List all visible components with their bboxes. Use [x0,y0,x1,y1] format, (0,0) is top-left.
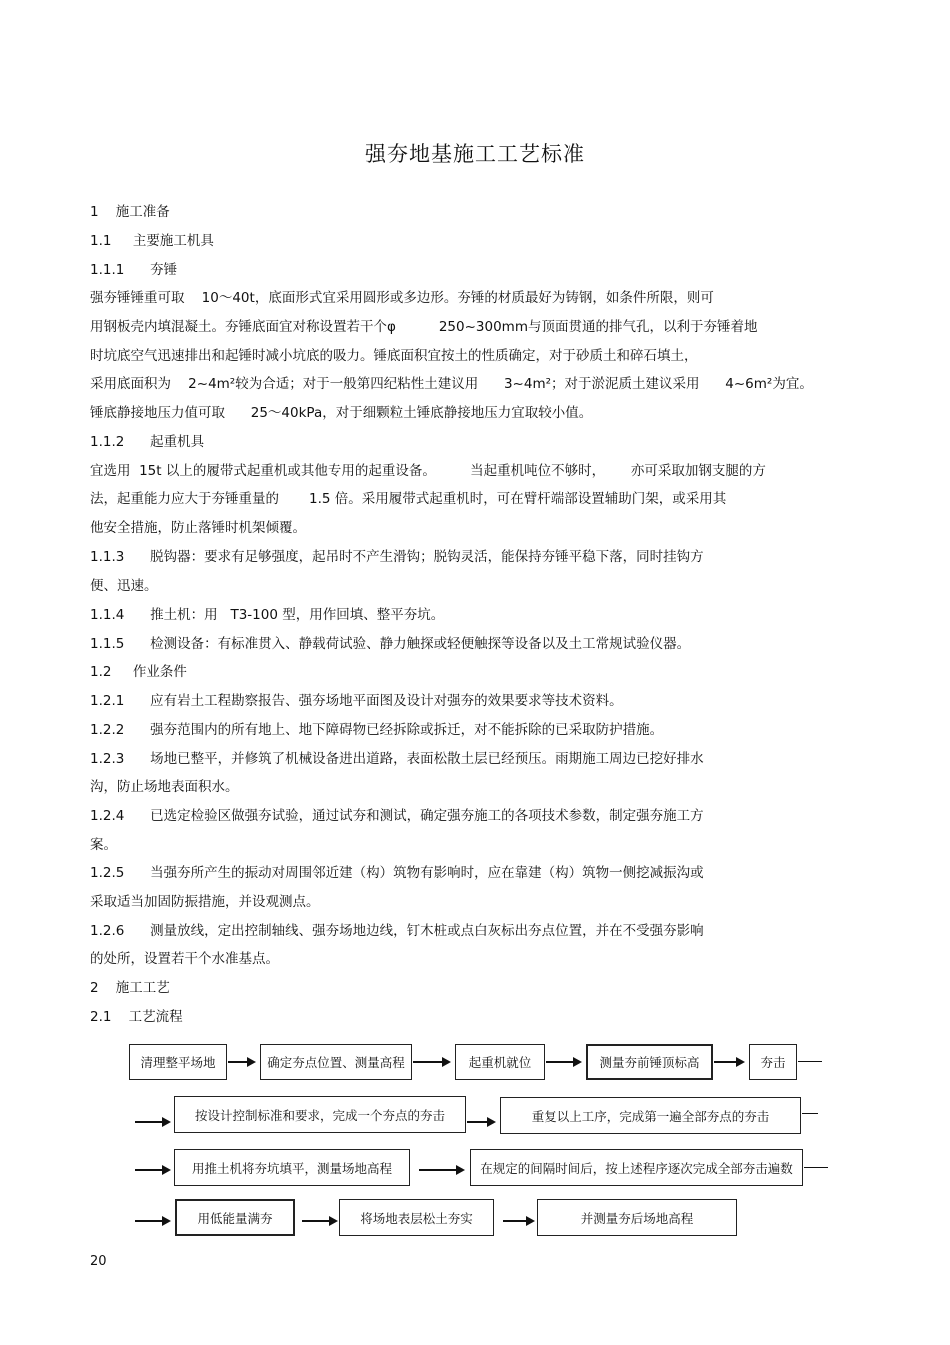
paragraph-line: 强夯锤锤重可取 10～40t，底面形式宜采用圆形或多边形。夯锤的材质最好为铸钢，如条件所限，则可 [90,290,714,306]
subsection-heading: 1.1 主要施工机具 [90,233,214,249]
section-heading: 1 施工准备 [90,204,170,220]
paragraph-line: 采用底面积为 2~4m²较为合适；对于一般第四纪粘性土建议用 3~4m²；对于淤泥质土建议采用 4~6m²为宜。 [90,376,813,392]
paragraph-line: 1.1.4 推土机：用 T3-100 型，用作回填、整平夯坑。 [90,607,445,623]
paragraph-line: 便、迅速。 [90,578,158,594]
paragraph-line: 宜选用 15t 以上的履带式起重机或其他专用的起重设备。 当起重机吨位不够时， 亦可采取加钢支腿的方 [90,463,766,479]
paragraph-line: 1.2.1 应有岩土工程勘察报告、强夯场地平面图及设计对强夯的效果要求等技术资料。 [90,693,623,709]
page-title: 强夯地基施工工艺标准 [365,142,585,166]
flow-step: 按设计控制标准和要求，完成一个夯点的夯击 [174,1096,466,1133]
flow-step: 重复以上工序，完成第一遍全部夯点的夯击 [500,1097,801,1134]
flow-arrow [546,1061,580,1063]
item-heading: 1.1.2 起重机具 [90,434,205,450]
flow-connector [804,1167,828,1168]
flow-arrow [135,1121,169,1123]
flow-arrow [503,1220,533,1222]
paragraph-line: 沟，防止场地表面积水。 [90,779,239,795]
paragraph-line: 他安全措施，防止落锤时机架倾覆。 [90,520,306,536]
flow-arrow [714,1061,743,1063]
flow-step: 并测量夯后场地高程 [537,1199,737,1236]
paragraph-line: 1.1.3 脱钩器：要求有足够强度，起吊时不产生滑钩；脱钩灵活，能保持夯锤平稳下落，同时挂钩方 [90,549,704,565]
flow-arrow [467,1121,494,1123]
flow-step: 确定夯点位置、测量高程 [260,1044,412,1080]
paragraph-line: 1.1.5 检测设备：有标准贯入、静载荷试验、静力触探或轻便触探等设备以及土工常规试验仪器。 [90,636,691,652]
flow-step: 用推土机将夯坑填平，测量场地高程 [174,1149,410,1186]
paragraph-line: 用钢板壳内填混凝土。夯锤底面宜对称设置若干个φ 250~300mm与顶面贯通的排气孔，以利于夯锤着地 [90,319,758,335]
page-number: 20 [90,1254,107,1269]
flow-step: 夯击 [749,1044,797,1080]
flow-arrow [302,1220,336,1222]
subsection-heading: 1.2 作业条件 [90,664,187,680]
item-heading: 1.1.1 夯锤 [90,262,178,278]
paragraph-line: 法，起重能力应大于夯锤重量的 1.5 倍。采用履带式起重机时，可在臂杆端部设置辅助门架，或采用其 [90,491,727,507]
paragraph-line: 锤底静接地压力值可取 25～40kPa，对于细颗粒土锤底静接地压力宜取较小值。 [90,405,593,421]
flow-arrow [135,1220,169,1222]
flow-arrow [228,1061,254,1063]
flow-arrow [419,1169,463,1171]
flow-connector [798,1061,822,1062]
paragraph-line: 案。 [90,837,117,853]
paragraph-line: 1.2.4 已选定检验区做强夯试验，通过试夯和测试，确定强夯施工的各项技术参数，制定强夯施工方 [90,808,704,824]
paragraph-line: 1.2.6 测量放线，定出控制轴线、强夯场地边线，钉木桩或点白灰标出夯点位置，并在不受强夯影响 [90,923,704,939]
flow-step: 在规定的间隔时间后，按上述程序逐次完成全部夯击遍数 [470,1149,803,1186]
paragraph-line: 1.2.3 场地已整平，并修筑了机械设备进出道路，表面松散土层已经预压。雨期施工周边已挖好排水 [90,751,704,767]
flow-step: 将场地表层松土夯实 [339,1199,494,1236]
paragraph-line: 1.2.5 当强夯所产生的振动对周围邻近建（构）筑物有影响时，应在靠建（构）筑物一侧挖减振沟或 [90,865,704,881]
flow-arrow [135,1169,169,1171]
flow-arrow [413,1061,449,1063]
flow-step: 起重机就位 [455,1044,545,1080]
flow-connector [802,1113,818,1114]
paragraph-line: 的处所，设置若干个水准基点。 [90,951,279,967]
section-heading: 2 施工工艺 [90,980,170,996]
paragraph-line: 时坑底空气迅速排出和起锤时减小坑底的吸力。锤底面积宜按土的性质确定，对于砂质土和碎石填土， [90,348,698,364]
flow-step: 用低能量满夯 [175,1199,295,1236]
paragraph-line: 采取适当加固防振措施，并设观测点。 [90,894,320,910]
subsection-heading: 2.1 工艺流程 [90,1009,183,1025]
flow-step: 测量夯前锤顶标高 [586,1044,713,1080]
flow-step: 清理整平场地 [129,1044,227,1080]
paragraph-line: 1.2.2 强夯范围内的所有地上、地下障碍物已经拆除或拆迁，对不能拆除的已采取防护措施。 [90,722,664,738]
